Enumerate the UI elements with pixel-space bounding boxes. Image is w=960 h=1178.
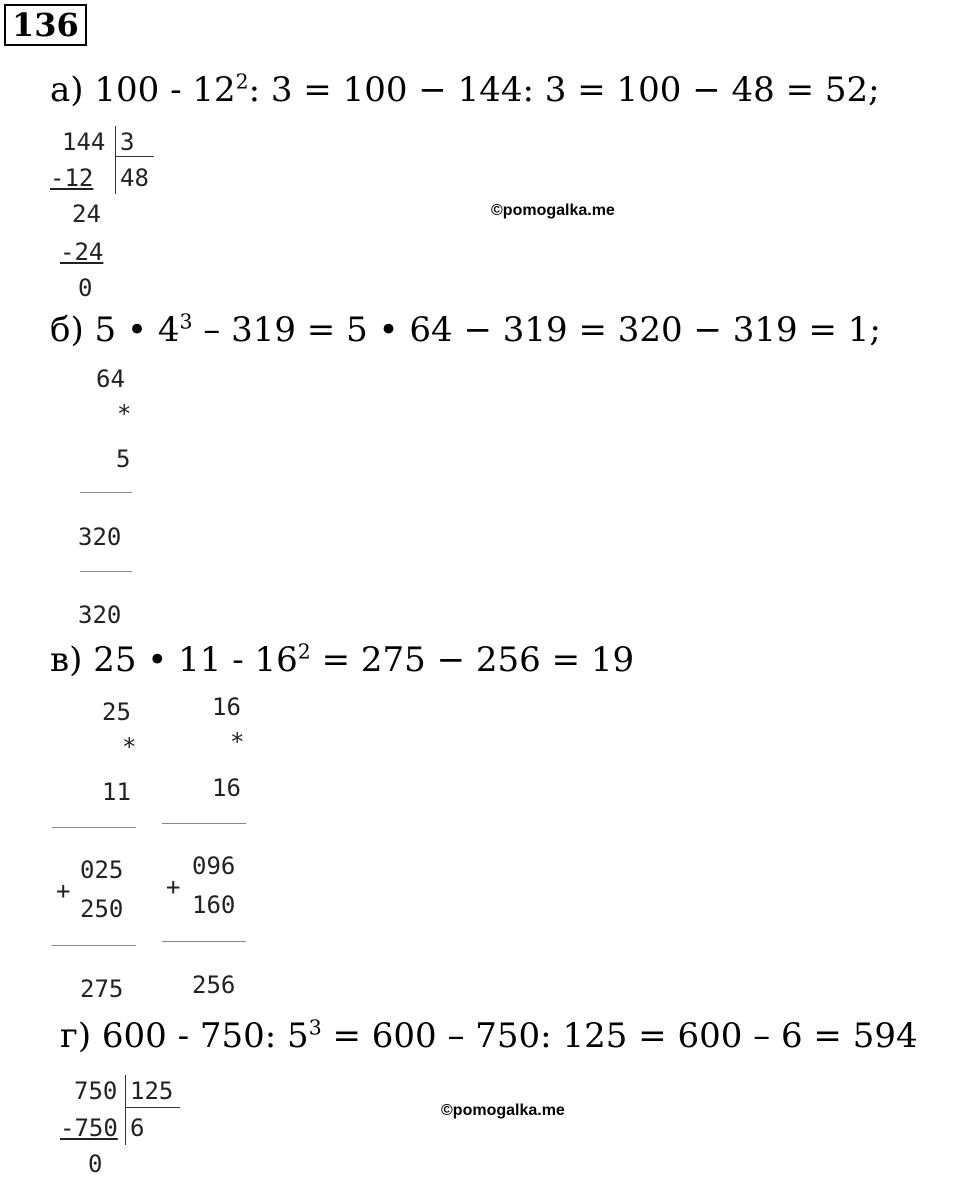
- part-v-expr-start: 25 • 11 - 16: [93, 640, 298, 680]
- mult1-operand-a: 25: [102, 698, 131, 726]
- part-b-equation: [50, 310, 881, 350]
- divisor-underline: [126, 1107, 180, 1108]
- part-g-equation: [60, 1016, 918, 1056]
- division-bar: [115, 126, 116, 194]
- divisor-underline: [116, 156, 154, 157]
- division-sub1: -750: [60, 1114, 118, 1142]
- division-sub2: -24: [60, 238, 104, 266]
- mult-operand-b: 5: [116, 445, 131, 473]
- mult-operator: *: [117, 400, 132, 428]
- mult1-result: 275: [80, 975, 124, 1003]
- part-b-expr-end: – 319 = 5 • 64 − 319 = 320 − 319 = 1;: [192, 310, 881, 350]
- mult2-plus: +: [166, 873, 181, 901]
- mult-rule: [80, 492, 132, 493]
- part-a-label: а): [50, 70, 84, 110]
- part-v-equation: [50, 640, 634, 680]
- mult-result: 320: [78, 601, 122, 629]
- part-v-exponent: 2: [297, 639, 311, 664]
- mult1-operand-b: 11: [102, 778, 131, 806]
- part-g-expr-start: 600 - 750: 5: [101, 1016, 309, 1056]
- mult2-result: 256: [192, 971, 236, 999]
- part-b-label: б): [50, 310, 84, 350]
- division-bar: [125, 1075, 126, 1145]
- watermark-bottom: ©pomogalka.me: [441, 1102, 565, 1119]
- mult1-plus: +: [56, 877, 71, 905]
- mult2-operand-b: 16: [212, 774, 241, 802]
- mult-rule-2: [80, 571, 132, 572]
- part-b-exponent: 3: [179, 309, 193, 334]
- mult-partial: 320: [78, 523, 122, 551]
- mult2-operand-a: 16: [212, 693, 241, 721]
- division-sub1: -12: [50, 164, 94, 192]
- mult1-rule: [52, 827, 136, 828]
- division-divisor: 3: [120, 128, 135, 156]
- part-g-label: г): [60, 1016, 92, 1056]
- mult2-rule: [162, 823, 246, 824]
- division-rem1: 0: [88, 1150, 103, 1178]
- division-divisor: 125: [130, 1077, 174, 1105]
- part-a-equation: [50, 70, 880, 110]
- division-quotient: 6: [130, 1114, 145, 1142]
- part-v-label: в): [50, 640, 83, 680]
- part-b-expr-start: 5 • 4: [94, 310, 180, 350]
- part-a-exponent: 2: [235, 69, 249, 94]
- mult1-partial-2: 250: [80, 895, 124, 923]
- part-g-exponent: 3: [308, 1015, 322, 1040]
- mult-operand-a: 64: [96, 365, 125, 393]
- mult2-partial-1: 096: [192, 852, 236, 880]
- problem-number: 136: [4, 4, 87, 46]
- division-dividend: 144: [62, 128, 106, 156]
- mult2-operator: *: [230, 728, 245, 756]
- part-v-expr-end: = 275 − 256 = 19: [310, 640, 635, 680]
- part-a-expr-start: 100 - 12: [94, 70, 236, 110]
- division-quotient: 48: [120, 164, 149, 192]
- part-g-expr-end: = 600 – 750: 125 = 600 – 6 = 594: [321, 1016, 918, 1056]
- mult2-partial-2: 160: [192, 891, 236, 919]
- part-a-expr-end: : 3 = 100 − 144: 3 = 100 − 48 = 52;: [248, 70, 880, 110]
- mult1-operator: *: [122, 733, 137, 761]
- division-rem1: 24: [72, 200, 101, 228]
- mult2-rule-2: [162, 941, 246, 942]
- watermark: ©pomogalka.me: [491, 202, 615, 219]
- mult1-rule-2: [52, 945, 136, 946]
- division-dividend: 750: [74, 1077, 118, 1105]
- division-rem2: 0: [78, 274, 93, 302]
- mult1-partial-1: 025: [80, 856, 124, 884]
